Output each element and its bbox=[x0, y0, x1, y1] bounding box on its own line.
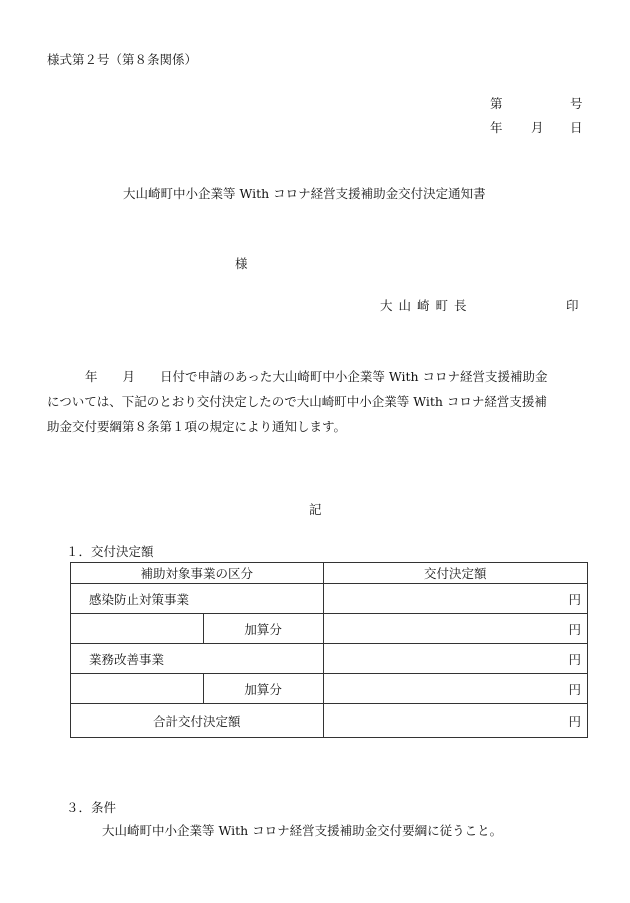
table-total-row bbox=[71, 704, 588, 738]
recipient-suffix: 様 bbox=[235, 256, 248, 271]
body-line-1: 年 月 日付で申請のあった大山崎町中小企業等 With コロナ経営支援補助金 bbox=[85, 369, 548, 384]
document-title: 大山崎町中小企業等 With コロナ経営支援補助金交付決定通知書 bbox=[123, 186, 486, 201]
table-row bbox=[71, 644, 588, 674]
doc-number-suffix: 号 bbox=[570, 96, 583, 111]
doc-number-label: 第 bbox=[490, 96, 503, 111]
blank-cell bbox=[71, 614, 204, 644]
date-month: 月 bbox=[531, 120, 544, 135]
amount-table bbox=[70, 562, 588, 738]
table-row bbox=[71, 614, 588, 644]
header-category: 補助対象事業の区分 bbox=[71, 563, 324, 584]
body-line-3: 助金交付要綱第８条第１項の規定により通知します。 bbox=[47, 419, 347, 434]
body-paragraph bbox=[47, 364, 592, 439]
row-label-infection: 感染防止対策事業 bbox=[71, 584, 324, 614]
row-label-business-addon: 加算分 bbox=[203, 674, 323, 704]
section3-text: 大山崎町中小企業等 With コロナ経営支援補助金交付要綱に従うこと。 bbox=[102, 823, 503, 838]
date-day: 日 bbox=[570, 120, 583, 135]
issuer-name: 大山崎町長 bbox=[380, 298, 473, 313]
form-number: 様式第２号（第８条関係） bbox=[47, 52, 198, 67]
row-amount-infection-addon: 円 bbox=[323, 614, 587, 644]
row-label-business: 業務改善事業 bbox=[71, 644, 324, 674]
table-row bbox=[71, 584, 588, 614]
row-amount-business-addon: 円 bbox=[323, 674, 587, 704]
row-amount-infection: 円 bbox=[323, 584, 587, 614]
row-amount-business: 円 bbox=[323, 644, 587, 674]
ki-heading: 記 bbox=[309, 502, 322, 517]
seal-mark: 印 bbox=[566, 298, 579, 313]
table-row bbox=[71, 674, 588, 704]
section3-title: ３．条件 bbox=[66, 800, 117, 815]
total-amount: 円 bbox=[323, 704, 587, 738]
total-label: 合計交付決定額 bbox=[71, 704, 324, 738]
row-label-infection-addon: 加算分 bbox=[203, 614, 323, 644]
blank-cell bbox=[71, 674, 204, 704]
body-line-2: については、下記のとおり交付決定したので大山崎町中小企業等 With コロナ経営支援補 bbox=[47, 394, 547, 409]
table-header-row bbox=[71, 563, 588, 584]
header-amount: 交付決定額 bbox=[323, 563, 587, 584]
date-year: 年 bbox=[490, 120, 503, 135]
section1-title: １．交付決定額 bbox=[66, 544, 154, 559]
